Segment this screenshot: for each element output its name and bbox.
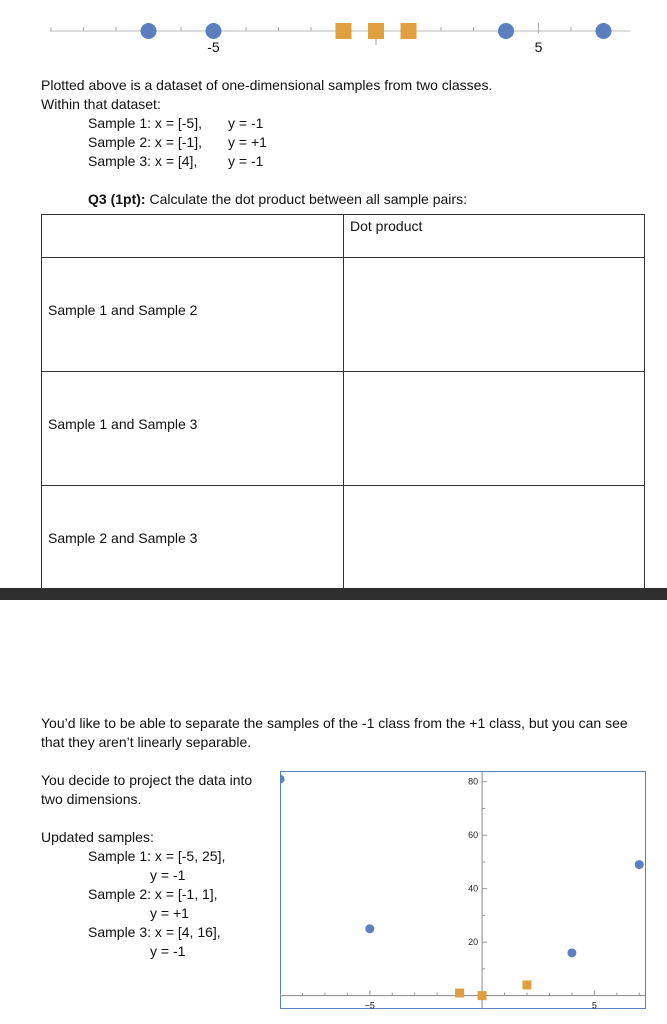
sample-2-x: Sample 2: x = [-1], [88,134,202,150]
y-tick-label: 40 [468,883,479,894]
updated-sample-3-y: y = -1 [150,943,186,959]
chart-frame [281,772,646,1009]
data-point-circle [141,23,157,39]
dot-product-table [41,214,645,600]
table-row [42,486,645,600]
tick-label-5: 5 [534,39,543,55]
table-row [42,258,645,372]
scatter-point-square [455,988,464,997]
x-tick-label: −5 [364,1000,375,1009]
updated-sample-3-x: Sample 3: x = [4, 16], [88,924,221,940]
scatter-point-circle [635,860,644,869]
data-point-square [401,23,417,39]
data-point-square [336,23,352,39]
y-tick-label: 80 [468,776,479,787]
sample-1-x: Sample 1: x = [-5], [88,115,202,131]
question-text: Calculate the dot product between all sample pairs: [145,191,467,207]
data-point-circle [596,23,612,39]
tick-label-neg5: -5 [207,39,220,55]
dot-product-cell[interactable] [344,258,645,372]
scatter-point-square [522,980,531,989]
pair-label: Sample 1 and Sample 2 [42,258,344,372]
table-row [42,372,645,486]
updated-sample-2-x: Sample 2: x = [-1, 1], [88,886,218,902]
y-tick-label: 60 [468,830,479,841]
intro-line-1: Plotted above is a dataset of one-dimensional samples from two classes. [41,77,493,93]
table-header-dot-product: Dot product [344,215,645,258]
x-tick-label: 5 [591,1000,597,1009]
table-header-empty [42,215,344,258]
data-point-circle [206,23,222,39]
updated-sample-1-y: y = -1 [150,867,186,883]
question-q3 [88,190,467,209]
intro-line-2: Within that dataset: [41,96,161,112]
pair-label: Sample 2 and Sample 3 [42,486,344,600]
updated-sample-2-y: y = +1 [150,905,189,921]
sample-2-y: y = +1 [228,134,267,150]
sample-3-x: Sample 3: x = [4], [88,153,198,169]
dot-product-cell[interactable] [344,372,645,486]
table-header-row [42,215,645,258]
question-label: Q3 (1pt): [88,191,146,207]
one-dimensional-axis [0,0,667,60]
sample-1-y: y = -1 [228,115,264,131]
sample-3-y: y = -1 [228,153,264,169]
scatter-point-square [478,991,487,1000]
data-point-circle [498,23,514,39]
y-tick-label: 20 [468,937,479,948]
projected-scatter-chart [280,771,646,1009]
scatter-point-circle [365,924,374,933]
section2-line-1: You’d like to be able to separate the samples of the -1 class from the +1 class, but you can see [41,715,628,731]
project-line-1: You decide to project the data into [41,772,253,788]
dot-product-cell[interactable] [344,486,645,600]
updated-sample-1-x: Sample 1: x = [-5, 25], [88,848,226,864]
section2-line-2: that they aren’t linearly separable. [41,734,252,750]
pair-label: Sample 1 and Sample 3 [42,372,344,486]
data-point-square [368,23,384,39]
slide-divider [0,588,667,600]
project-line-2: two dimensions. [41,791,142,807]
updated-samples-label: Updated samples: [41,829,154,845]
scatter-point-circle [567,948,576,957]
